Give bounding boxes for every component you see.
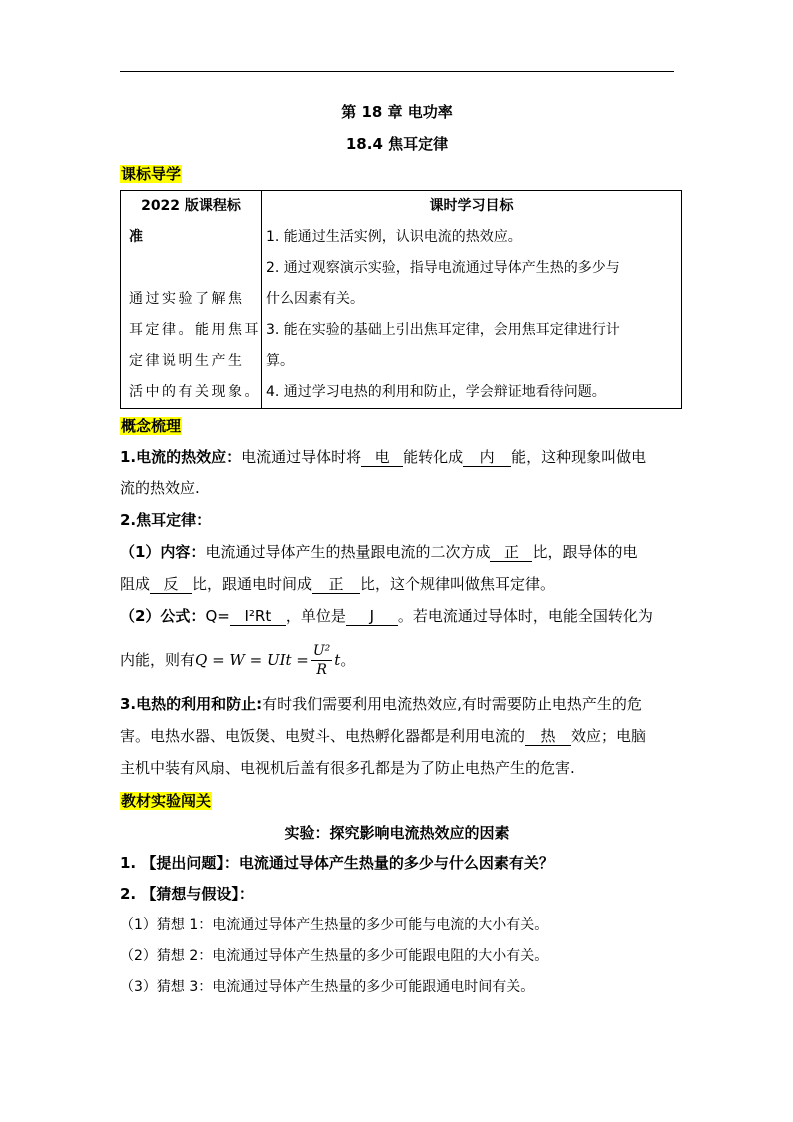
concept-3-text-b: 害。电热水器、电饭煲、电熨斗、电热孵化器都是利用电流的 [120,727,526,745]
standard-column [121,191,262,409]
concept-2-formula-line-1 [120,606,653,626]
concept-1-head: 1.电流的热效应： [120,448,242,466]
experiment-hypothesis-head: 2. 【猜想与假设】： [120,885,254,903]
standard-line-2: 耳定律。能用焦耳 [129,322,261,338]
fraction-denominator: R [316,662,327,678]
concept-3-line-1 [120,694,642,714]
goals-column [262,191,682,409]
goal-line-2: 2. 通过观察演示实验，指导电流通过导体产生热的多少与 [266,260,620,276]
fraction-numerator: U² [312,643,331,659]
hypothesis-3: （3）猜想 3：电流通过导体产生热量的多少可能跟通电时间有关。 [120,979,535,995]
concept-2-content-line-1 [120,542,637,562]
formula-period: 。 [340,651,356,669]
goals-table [120,190,682,409]
joule-formula: Q = W = UIt = [195,651,309,669]
blank-heat: 热 [525,727,571,746]
experiment-heading [120,790,212,812]
concept-2-head: 2.焦耳定律： [120,511,212,529]
formula-text-b: 。若电流通过导体时，电能全国转化为 [397,607,653,625]
experiment-label: 教材实验闯关 [121,792,212,810]
concept-3-text-c: 效应；电脑 [571,727,647,745]
experiment-title: 实验：探究影响电流热效应的因素 [284,824,510,842]
goal-line-4: 3. 能在实验的基础上引出焦耳定律，会用焦耳定律进行计 [266,322,620,338]
blank-unit: J [346,607,398,626]
concept-1-text-b: 能转化成 [403,448,464,466]
blank-formula: I²Rt [230,607,286,626]
concept-2-content-line-2 [120,574,555,594]
goal-line-1: 1. 能通过生活实例，认识电流的热效应。 [266,229,522,245]
chapter-title: 第 18 章 电功率 [341,103,453,121]
hypothesis-1: （1）猜想 1：电流通过导体产生热量的多少可能与电流的大小有关。 [120,917,549,933]
concept-3-line-2 [120,726,646,746]
concepts-label: 概念梳理 [121,417,182,435]
guide-heading [120,163,182,185]
standard-line-1: 通过实验了解焦 [129,291,245,307]
content-text-e: 比，这个规律叫做焦耳定律。 [360,575,556,593]
formula-head: （2）公式： [120,607,206,625]
concept-3-head: 3.电热的利用和防止: [120,695,263,713]
content-text-b: 比，跟导体的电 [532,543,638,561]
goal-line-5: 算。 [266,353,294,369]
concepts-heading [120,415,182,437]
concept-1-text-c: 能，这种现象叫做电 [511,448,647,466]
formula-text-a: ，单位是 [285,607,346,625]
standard-spacer [121,253,261,284]
experiment-question: 1. 【提出问题】：电流通过导体产生热量的多少与什么因素有关？ [120,854,554,872]
standard-header-b: 准 [129,229,143,245]
blank-time-proportional: 正 [312,575,360,594]
goal-line-6: 4. 通过学习电热的利用和防止，学会辩证地看待问题。 [266,384,606,400]
concept-3-text-a: 有时我们需要利用电流热效应,有时需要防止电热产生的危 [262,695,642,713]
concept-1-line-2: 流的热效应. [120,479,200,497]
concept-1-line-1 [120,447,646,467]
blank-resistance-proportional: 反 [150,575,192,594]
formula-fraction [311,642,332,679]
guide-label: 课标导学 [121,165,182,183]
section-title: 18.4 焦耳定律 [345,135,449,153]
concept-2-formula-line-2 [120,640,355,680]
blank-square-proportional: 正 [490,543,532,562]
concept-3-line-3: 主机中装有风扇、电视机后盖有很多孔都是为了防止电热产生的危害. [120,759,575,777]
goals-header: 课时学习目标 [429,198,514,214]
blank-internal: 内 [463,448,511,467]
header-rule [120,71,674,72]
content-text-a: 电流通过导体产生的热量跟电流的二次方成 [205,543,491,561]
formula-tail: t [334,651,341,669]
content-text-c: 阻成 [120,575,151,593]
formula-text-c: 内能，则有 [120,651,196,669]
blank-electric: 电 [361,448,403,467]
content-text-d: 比，跟通电时间成 [192,575,313,593]
formula-q-eq: Q= [205,607,230,625]
standard-line-4: 活中的有关现象。 [129,384,261,400]
content-head: （1）内容： [120,543,206,561]
standard-header-a: 2022 版课程标 [141,198,241,214]
standard-line-3: 定律说明生产生 [129,353,245,369]
hypothesis-2: （2）猜想 2：电流通过导体产生热量的多少可能跟电阻的大小有关。 [120,948,549,964]
concept-1-text-a: 电流通过导体时将 [241,448,362,466]
goal-line-3: 什么因素有关。 [266,291,364,307]
